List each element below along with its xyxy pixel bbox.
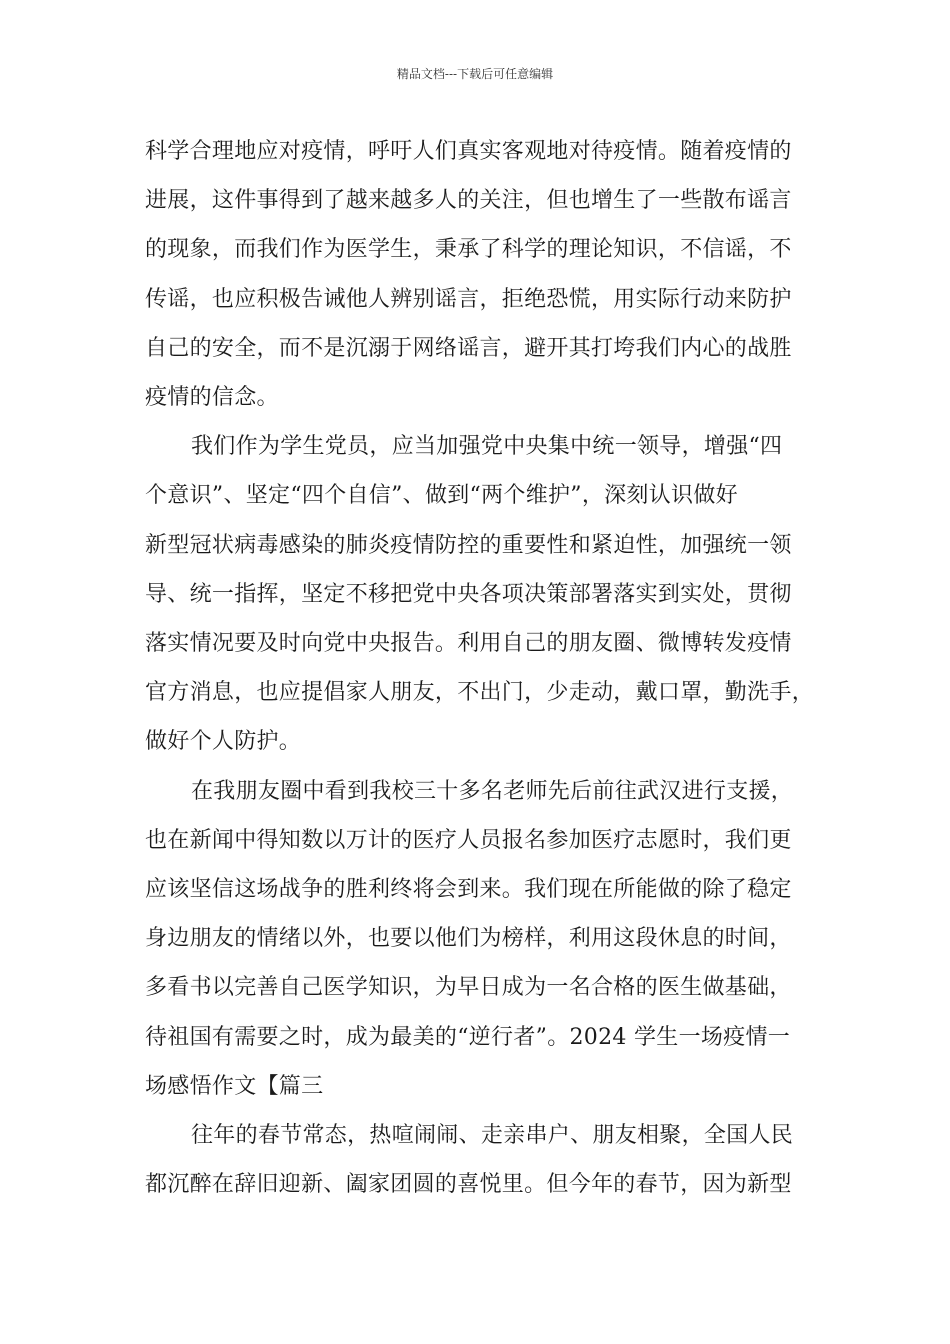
text-line: 科学合理地应对疫情，呼吁人们真实客观地对待疫情。随着疫情的: [145, 139, 792, 164]
text-line: 身边朋友的情绪以外，也要以他们为榜样，利用这段休息的时间，: [145, 926, 792, 952]
text-line: 传谣，也应积极告诫他人辨别谣言，拒绝恐慌，用实际行动来防护: [145, 286, 792, 312]
text-line: 落实情况要及时向党中央报告。利用自己的朋友圈、微博转发疫情: [145, 631, 792, 657]
paragraph-4: [145, 1111, 805, 1209]
paragraph-2: [145, 422, 815, 766]
paragraph-3: [145, 767, 805, 1111]
text-line: 官方消息，也应提倡家人朋友，不出门，少走动，戴口罩，勤洗手，: [145, 680, 815, 706]
text-line: 往年的春节常态，热喧闹闹、走亲串户、朋友相聚，全国人民: [191, 1123, 794, 1149]
text-line: 个意识”、坚定“四个自信”、做到“两个维护”，深刻认识做好: [145, 483, 738, 509]
text-line: 导、统一指挥，坚定不移把党中央各项决策部署落实到实处，贯彻: [145, 581, 792, 607]
text-line: 疫情的信念。: [145, 385, 279, 411]
text-line: 我们作为学生党员，应当加强党中央集中统一领导，增强“四: [191, 434, 783, 460]
text-line: 多看书以完善自己医学知识，为早日成为一名合格的医生做基础，: [145, 975, 792, 1001]
page-header: 精品文档---下载后可任意编辑: [396, 67, 554, 81]
text-line: 也在新闻中得知数以万计的医疗人员报名参加医疗志愿时，我们更: [145, 827, 792, 853]
text-line: 的现象，而我们作为医学生，秉承了科学的理论知识，不信谣，不: [145, 237, 792, 263]
paragraph-1: [145, 127, 805, 422]
text-line: 在我朋友圈中看到我校三十多名老师先后前往武汉进行支援，: [191, 778, 794, 804]
text-line: 进展，这件事得到了越来越多人的关注，但也增生了一些散布谣言: [145, 188, 792, 214]
text-line: 都沉醉在辞旧迎新、阖家团圆的喜悦里。但今年的春节，因为新型: [145, 1172, 792, 1198]
text-line: 场感悟作文【篇三: [145, 1073, 324, 1099]
text-line: 待祖国有需要之时，成为最美的“逆行者”。2024 学生一场疫情一: [145, 1024, 791, 1050]
text-line: 新型冠状病毒感染的肺炎疫情防控的重要性和紧迫性，加强统一领: [145, 532, 792, 558]
text-line: 做好个人防护。: [145, 729, 302, 755]
text-line: 自己的安全，而不是沉溺于网络谣言，避开其打垮我们内心的战胜: [145, 335, 792, 361]
text-line: 应该坚信这场战争的胜利终将会到来。我们现在所能做的除了稳定: [145, 877, 792, 903]
document-body: [145, 127, 815, 1209]
